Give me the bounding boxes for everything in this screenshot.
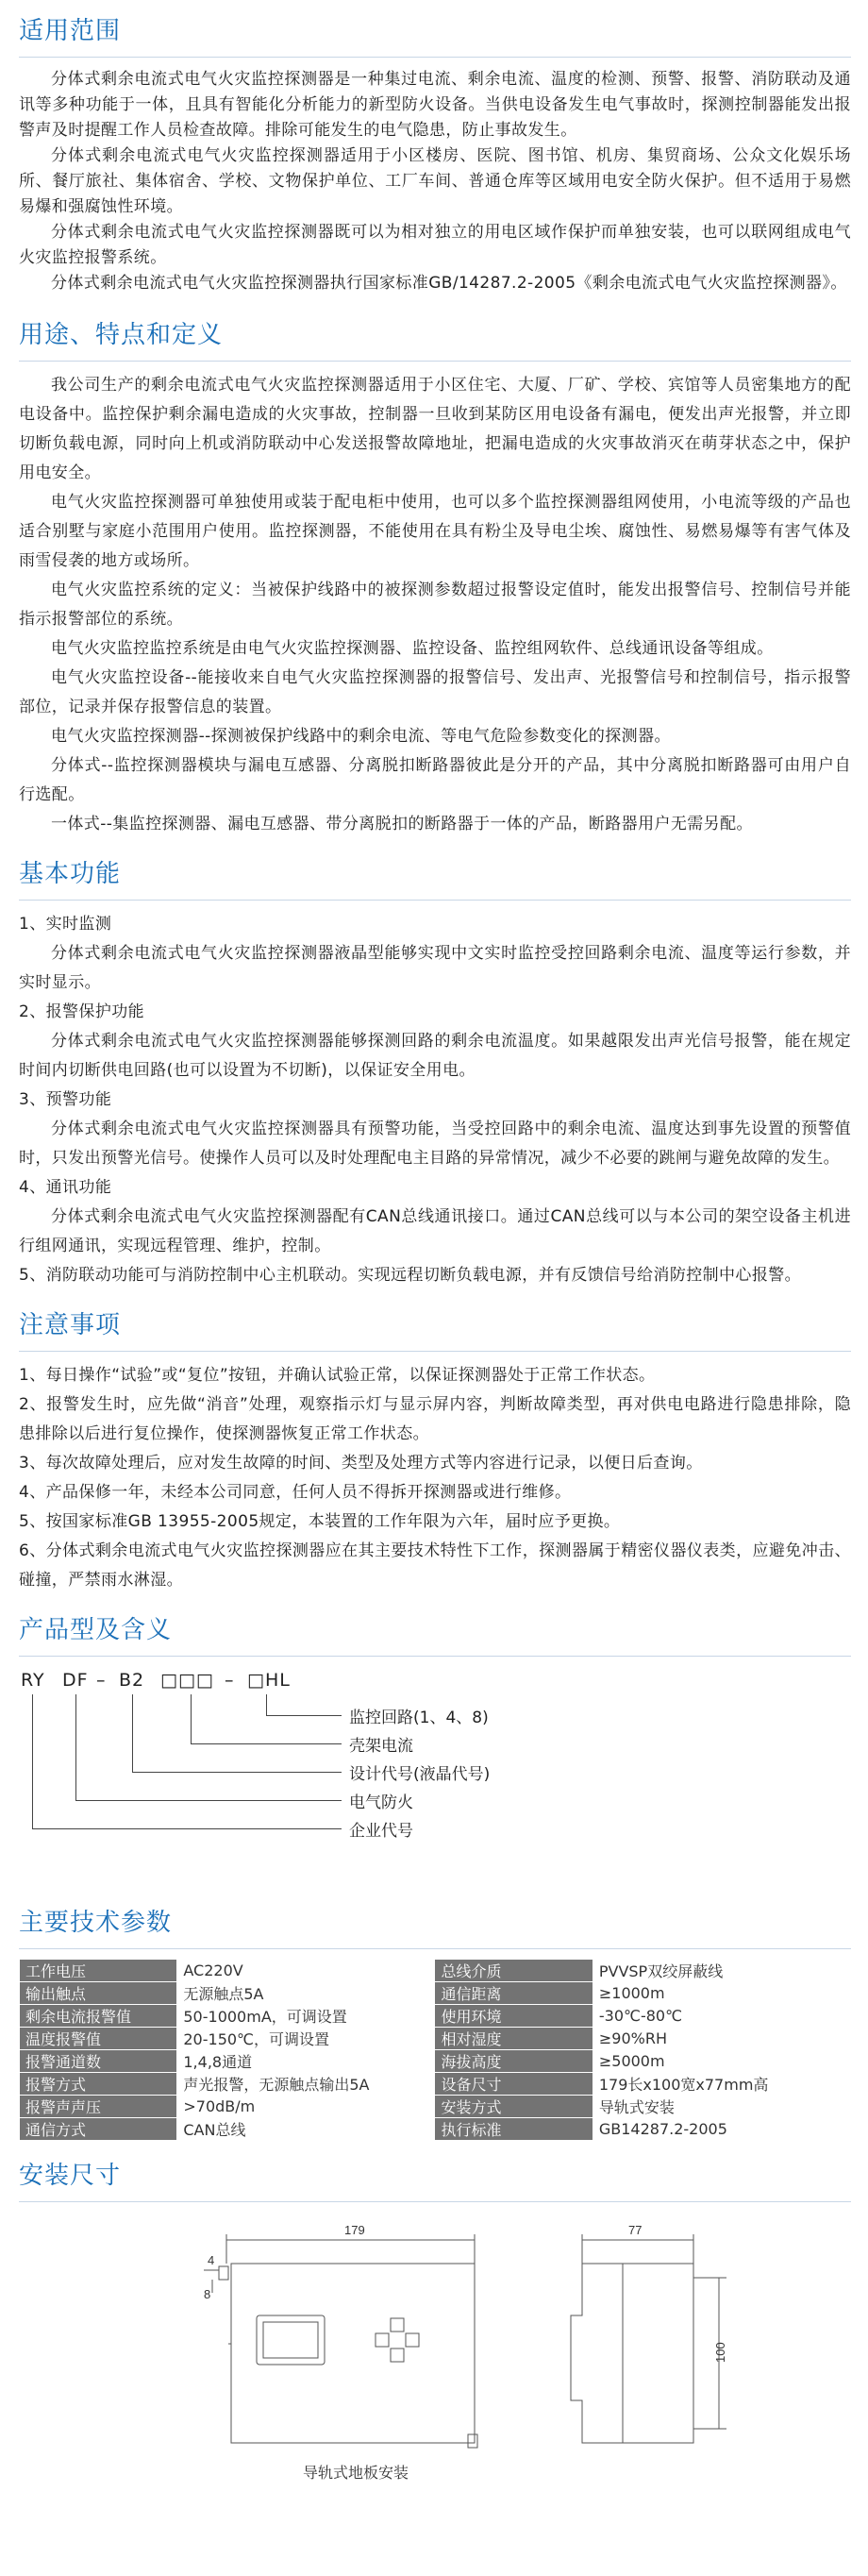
param-value: PVVSP双绞屏蔽线 [593,1960,850,1982]
param-value: ≥1000m [593,1982,850,2005]
note-item: 1、每日操作“试验”或“复位”按钮，并确认试验正常，以保证探测器处于正常工作状态。 [19,1366,656,1385]
param-key: 剩余电流报警值 [20,2005,177,2028]
install-drawing [19,2212,851,2485]
param-key: 通信距离 [435,1982,593,2005]
install-drawing-svg [19,2212,851,2485]
device-side-body [571,2264,693,2443]
table-row [20,2118,851,2141]
paragraph: 电气火灾监控探测器可单独使用或装于配电柜中使用，也可以多个监控探测器组网使用，小电流等级的产品也适合别墅与家庭小范围用户使用。监控探测器，不能使用在具有粉尘及导电尘埃、腐蚀性、易燃易爆等有害气体及雨雪侵袭的地方或场所。 [19,493,851,570]
leader-line [132,1694,133,1772]
note-item: 6、分体式剩余电流式电气火灾监控探测器应在其主要技术特性下工作，探测器属于精密仪器仪表类，应避免冲击、碰撞，严禁雨水淋湿。 [19,1541,851,1590]
param-value: >70dB/m [177,2096,435,2118]
function-body: 分体式剩余电流式电气火灾监控探测器配有CAN总线通讯接口。通过CAN总线可以与本公司的架空设备主机进行组网通讯，实现远程管理、维护，控制。 [19,1207,851,1255]
model-label: 企业代号 [349,1822,413,1841]
function-body: 分体式剩余电流式电气火灾监控探测器液晶型能够实现中文实时监控受控回路剩余电流、温度等运行参数，并实时显示。 [19,944,851,992]
table-row [20,2096,851,2118]
lcd-window [263,2322,318,2358]
param-value: ≥5000m [593,2050,850,2073]
param-key: 执行标准 [435,2118,593,2141]
param-key: 设备尺寸 [435,2073,593,2096]
divider [19,1948,851,1949]
param-value: ≥90%RH [593,2028,850,2050]
param-value: 无源触点5A [177,1982,435,2005]
table-row [20,2028,851,2050]
section-title: 主要技术参数 [19,1909,173,1937]
param-key: 相对湿度 [435,2028,593,2050]
function-heading: 3、预警功能 [19,1090,112,1109]
lcd-screen [257,2315,325,2365]
paragraph: 电气火灾监控监控系统是由电气火灾监控探测器、监控设备、监控组网软件、总线通讯设备等组成。 [51,639,774,658]
note-item: 2、报警发生时，应先做“消音”处理，观察指示灯与显示屏内容，判断故障类型，再对供电电路进行隐患排除，隐患排除以后进行复位操作，使探测器恢复正常工作状态。 [19,1395,851,1443]
divider [19,1351,851,1352]
section-notes [19,1307,851,1595]
code-ry: RY [21,1670,45,1691]
code-dash: – [96,1670,107,1691]
leader-line [191,1743,342,1744]
paragraph: 电气火灾监控系统的定义：当被保护线路中的被探测参数超过报警设定值时，能发出报警信号、控制信号并能指示报警部位的系统。 [19,581,851,629]
model-label: 电气防火 [349,1793,413,1812]
leader-line [32,1694,33,1828]
table-row [20,1960,851,1982]
table-row [20,1982,851,2005]
function-heading: 4、通讯功能 [19,1178,112,1197]
param-value: 50-1000mA，可调设置 [177,2005,435,2028]
leader-line [32,1828,342,1829]
specs-table [19,1959,851,2141]
param-key: 使用环境 [435,2005,593,2028]
paragraph: 电气火灾监控探测器--探测被保护线路中的剩余电流、等电气危险参数变化的探测器。 [51,727,671,746]
function-heading: 1、实时监测 [19,915,112,934]
code-dash: – [225,1670,235,1691]
table-row [20,2050,851,2073]
function-heading: 2、报警保护功能 [19,1002,145,1021]
section-title: 基本功能 [19,860,122,888]
model-label: 壳架电流 [349,1737,413,1756]
paragraph: 电气火灾监控设备--能接收来自电气火灾监控探测器的报警信号、发出声、光报警信号和控制信号，指示报警部位，记录并保存报警信息的装置。 [19,668,851,716]
device-front-body [231,2264,475,2443]
key-right [406,2333,419,2347]
divider [19,900,851,901]
dim-top-label: 8 [204,2287,211,2301]
model-label: 设计代号(液晶代号) [349,1765,491,1784]
param-value: 179长x100宽x77mm高 [593,2073,850,2096]
divider [19,361,851,362]
leader-line [266,1694,267,1715]
param-key: 输出触点 [20,1982,177,2005]
param-value: GB14287.2-2005 [593,2118,850,2141]
paragraph: 分体式剩余电流式电气火灾监控探测器是一种集过电流、剩余电流、温度的检测、预警、报警、消防联动及通讯等多种功能于一体，且具有智能化分析能力的新型防火设备。当供电设备发生电气事故时，探测控制器能发出报警声及时提醒工作人员检查故障。排除可能发生的电气隐患，防止事故发生。 [19,70,851,140]
param-key: 总线介质 [435,1960,593,1982]
param-value: CAN总线 [177,2118,435,2141]
function-body: 5、消防联动功能可与消防控制中心主机联动。实现远程切断负载电源，并有反馈信号给消防控制中心报警。 [19,1266,802,1285]
mount-ear [468,2434,477,2448]
section-title: 安装尺寸 [19,2162,122,2190]
param-value: 20-150℃，可调设置 [177,2028,435,2050]
param-key: 安装方式 [435,2096,593,2118]
param-key: 报警方式 [20,2073,177,2096]
dim-depth-label: 77 [628,2223,643,2237]
param-value: 1,4,8通道 [177,2050,435,2073]
note-item: 3、每次故障处理后，应对发生故障的时间、类型及处理方式等内容进行记录，以便日后查询。 [19,1454,703,1473]
code-boxes: □□□ [160,1670,214,1691]
table-row [20,2005,851,2028]
param-value: AC220V [177,1960,435,1982]
code-df: DF [62,1670,89,1691]
note-item: 5、按国家标准GB 13955-2005规定，本装置的工作年限为六年，届时应予更换。 [19,1512,621,1531]
mount-ear [219,2266,228,2280]
paragraph: 一体式--集监控探测器、漏电互感器、带分离脱扣的断路器于一体的产品，断路器用户无需另配。 [51,815,753,833]
leader-line [191,1694,192,1743]
table-row [20,2073,851,2096]
dim-left-label: 4 [208,2253,215,2267]
section-functions [19,856,851,1290]
divider [19,1656,851,1657]
section-model [19,1612,851,1888]
leader-line [132,1772,342,1773]
note-item: 4、产品保修一年，未经本公司同意，任何人员不得拆开探测器或进行维修。 [19,1483,572,1502]
paragraph: 分体式--监控探测器模块与漏电互感器、分离脱扣断路器彼此是分开的产品，其中分离脱扣断路器可由用户自行选配。 [19,756,851,804]
model-code-diagram [19,1666,851,1888]
key-down [391,2349,404,2362]
section-title: 适用范围 [19,17,122,45]
leader-line [266,1715,342,1716]
param-key: 通信方式 [20,2118,177,2141]
param-key: 工作电压 [20,1960,177,1982]
install-caption: 导轨式地板安装 [302,2466,409,2482]
param-value: 导轨式安装 [593,2096,850,2118]
function-body: 分体式剩余电流式电气火灾监控探测器能够探测回路的剩余电流温度。如果越限发出声光信号报警，能在规定时间内切断供电回路(也可以设置为不切断)，以保证安全用电。 [19,1032,851,1080]
section-title: 产品型及含义 [19,1616,173,1644]
dim-width-label: 179 [344,2223,365,2237]
code-hl: □HL [247,1670,291,1691]
leader-line [75,1694,76,1800]
leader-line [75,1800,342,1801]
divider [19,2201,851,2202]
section-specs [19,1905,851,2141]
key-up [391,2318,404,2332]
paragraph: 分体式剩余电流式电气火灾监控探测器执行国家标准GB/14287.2-2005《剩余电流式电气火灾监控探测器》。 [51,274,847,293]
paragraph: 分体式剩余电流式电气火灾监控探测器适用于小区楼房、医院、图书馆、机房、集贸商场、公众文化娱乐场所、餐厅旅社、集体宿舍、学校、文物保护单位、工厂车间、普通仓库等区域用电安全防火保护。但不适用于易燃易爆和强腐蚀性环境。 [19,146,851,216]
section-usage [19,317,851,839]
param-key: 报警声声压 [20,2096,177,2118]
section-scope [19,0,851,296]
function-body: 分体式剩余电流式电气火灾监控探测器具有预警功能，当受控回路中的剩余电流、温度达到事先设置的预警值时，只发出预警光信号。使操作人员可以及时处理配电主目路的异常情况，减少不必要的跳闸与避免故障的发生。 [19,1120,851,1168]
param-key: 海拔高度 [435,2050,593,2073]
key-left [376,2333,389,2347]
section-title: 注意事项 [19,1311,122,1339]
paragraph: 分体式剩余电流式电气火灾监控探测器既可以为相对独立的用电区域作保护而单独安装，也可以联网组成电气火灾监控报警系统。 [19,223,851,267]
divider [19,57,851,58]
param-value: 声光报警，无源触点输出5A [177,2073,435,2096]
code-b2: B2 [119,1670,145,1691]
param-value: -30℃-80℃ [593,2005,850,2028]
param-key: 报警通道数 [20,2050,177,2073]
paragraph: 我公司生产的剩余电流式电气火灾监控探测器适用于小区住宅、大厦、厂矿、学校、宾馆等人员密集地方的配电设备中。监控保护剩余漏电造成的火灾事故，控制器一旦收到某防区用电设备有漏电，便发出声光报警，并立即切断负载电源，同时向上机或消防联动中心发送报警故障地址，把漏电造成的火灾事故消灭在萌芽状态之中，保护用电安全。 [19,376,851,482]
param-key: 温度报警值 [20,2028,177,2050]
model-label: 监控回路(1、4、8) [349,1709,489,1727]
dim-height-label: 100 [713,2342,727,2363]
section-install [19,2158,851,2485]
section-title: 用途、特点和定义 [19,321,224,349]
